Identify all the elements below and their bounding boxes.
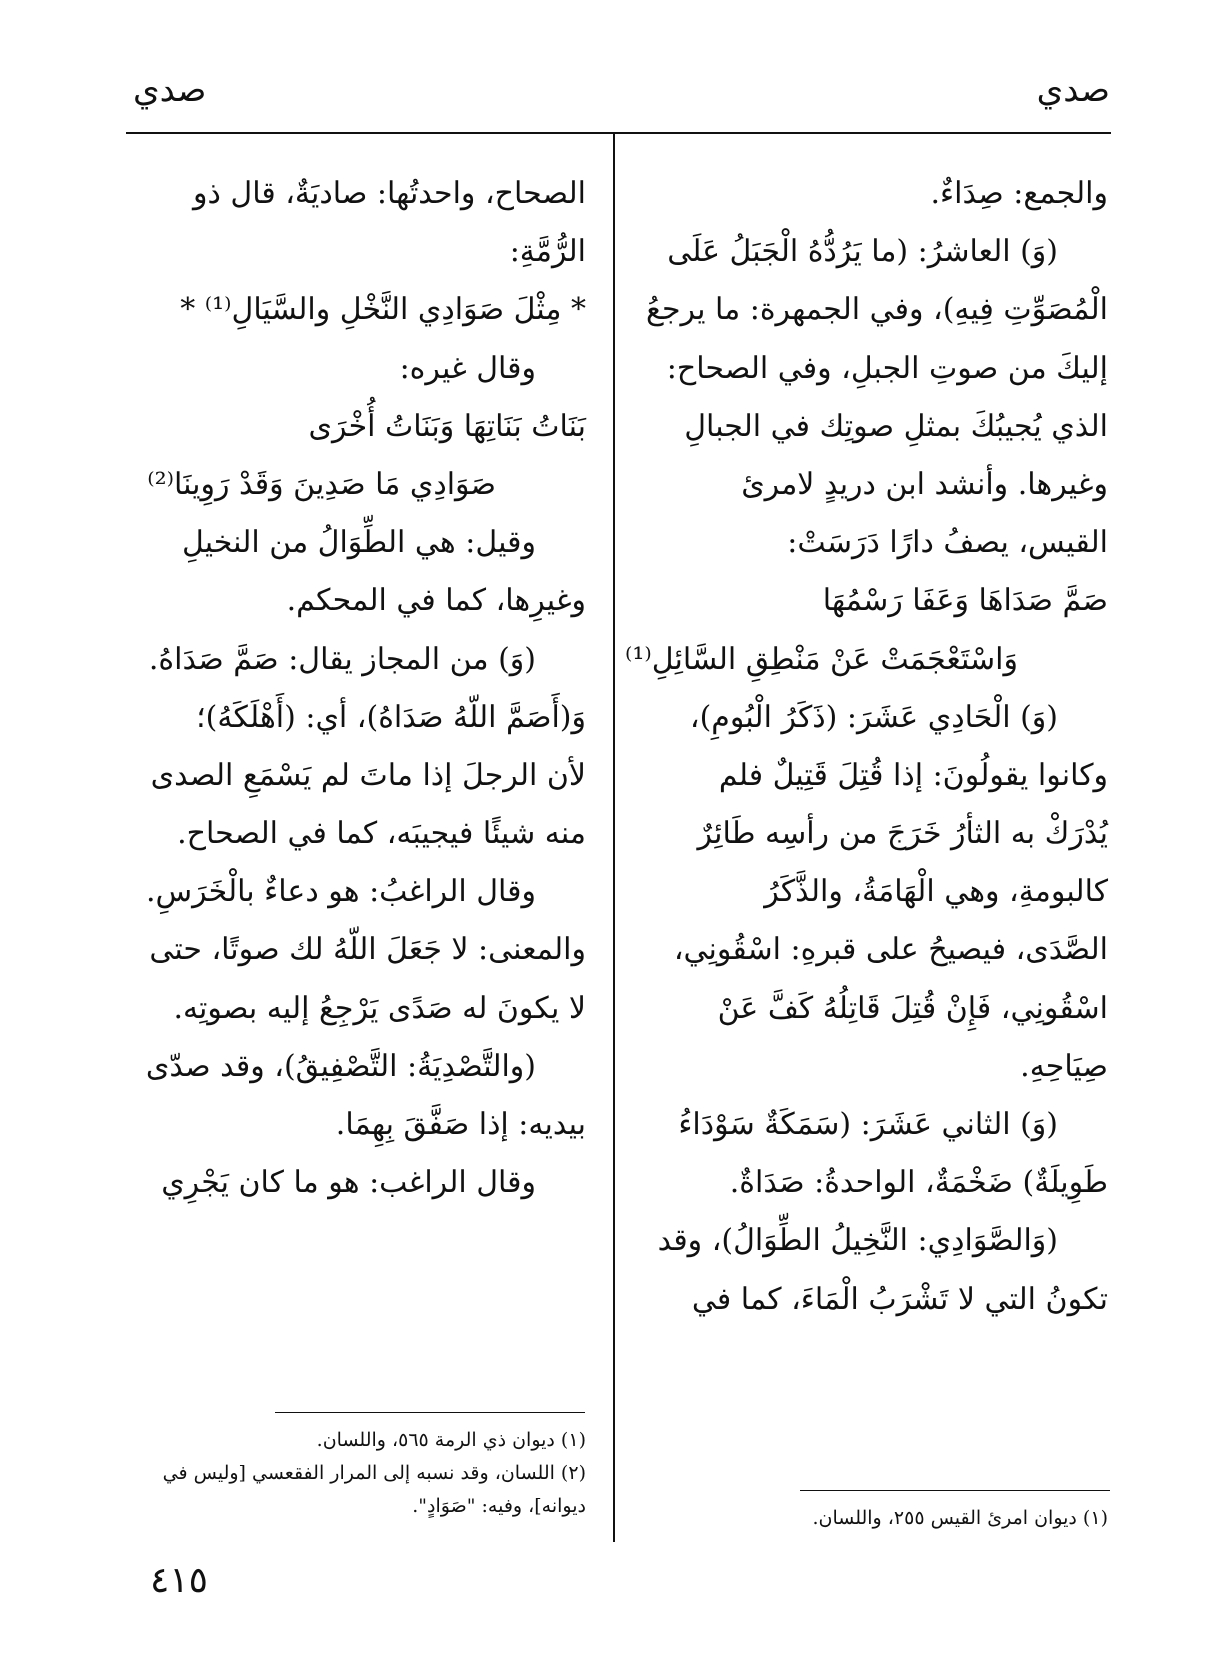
text-line: (وَالصَّوَادِي: النَّخِيلُ الطِّوَالُ)، وقد — [657, 1223, 1058, 1259]
text-line: الصَّدَى، فيصيحُ على قبرهِ: اسْقُونِي، — [673, 932, 1108, 968]
text-line: (وَ) العاشرُ: (ما يَرُدُّهُ الْجَبَلُ عَلَى — [667, 234, 1058, 270]
verse-line: صَمَّ صَدَاهَا وَعَفَا رَسْمُهَا — [822, 583, 1108, 619]
text-line: وقال الراغب: هو ما كان يَجْرِي — [161, 1165, 536, 1201]
footnote: (١) ديوان امرئ القيس ٢٥٥، واللسان. — [812, 1507, 1108, 1529]
text-line: والجمع: صِدَاءٌ. — [930, 176, 1108, 211]
running-header-left: صدي — [133, 70, 207, 110]
footnote: (٢) اللسان، وقد نسبه إلى المرار الفقعسي [وليس في — [162, 1462, 586, 1484]
text-line: كالبومةِ، وهي الْهَامَةُ، والذَّكَرُ — [764, 874, 1108, 910]
text-line: (وَ) الثاني عَشَرَ: (سَمَكَةٌ سَوْدَاءُ — [678, 1107, 1058, 1142]
text-line: وكانوا يقولُونَ: إذا قُتِلَ قَتِيلٌ فلم — [718, 757, 1108, 793]
footnote-rule-left — [275, 1412, 585, 1413]
footnote: ديوانه]، وفيه: "صَوَادٍ". — [412, 1495, 586, 1517]
text-line: وَ(أَصَمَّ اللّهُ صَدَاهُ)، أي: (أَهْلَكَهُ)؛ — [196, 699, 586, 735]
footnote: (١) ديوان ذي الرمة ٥٦٥، واللسان. — [316, 1429, 586, 1451]
column-divider — [613, 132, 615, 1542]
text-line: منه شيئًا فيجيبَه، كما في الصحاح. — [177, 816, 586, 852]
text-line: وغيرِها، كما في المحكم. — [286, 583, 586, 619]
text-line: يُدْرَكْ به الثأرُ خَرَجَ من رأسِه طَائِرٌ — [697, 816, 1108, 852]
right-column — [625, 165, 1108, 1329]
text-line: الْمُصَوِّتِ فِيهِ)، وفي الجمهرة: ما يرجعُ — [646, 292, 1108, 328]
text-line: القيس، يصفُ دارًا دَرَسَتْ: — [787, 525, 1108, 561]
text-line: الصحاح، واحدتُها: صاديَةٌ، قال ذو — [193, 176, 586, 211]
text-line: تكونُ التي لا تَشْرَبُ الْمَاءَ، كما في — [691, 1281, 1108, 1317]
verse-line: بَنَاتُ بَنَاتِهَا وَبَنَاتُ أُخْرَى — [308, 408, 586, 444]
text-line: وقيل: هي الطِّوَالُ من النخيلِ — [182, 525, 536, 561]
footnote-rule-right — [800, 1490, 1110, 1491]
text-line: والمعنى: لا جَعَلَ اللّهُ لك صوتًا، حتى — [149, 932, 586, 968]
text-line: الذي يُجيبُكَ بمثلِ صوتِك في الجبالِ — [684, 408, 1108, 444]
text-line: إليكَ من صوتِ الجبلِ، وفي الصحاح: — [666, 350, 1108, 386]
text-line: لأن الرجلَ إذا ماتَ لم يَسْمَعِ الصدى — [150, 757, 586, 793]
text-line: وقال الراغبُ: هو دعاءٌ بالْخَرَسِ. — [145, 874, 536, 910]
verse-line: وَاسْتَعْجَمَتْ عَنْ مَنْطِقِ السَّائِلِ⁽¹⁾ — [625, 641, 1018, 677]
text-line: لا يكونَ له صَدًى يَرْجِعُ إليه بصوتِه. — [173, 990, 586, 1026]
running-header-right: صدي — [1036, 70, 1110, 110]
text-line: صِيَاحِهِ. — [1020, 1048, 1108, 1084]
footnotes-left — [128, 1424, 586, 1523]
header-rule — [126, 132, 1111, 134]
text-line: (وَ) من المجاز يقال: صَمَّ صَدَاهُ. — [148, 641, 536, 677]
text-line: وغيرها. وأنشد ابن دريدٍ لامرئ — [741, 466, 1108, 502]
verse-line: صَوَادِي مَا صَدِينَ وَقَدْ رَوِينَا⁽²⁾ — [147, 466, 496, 502]
text-line: اسْقُونِي، فَإِنْ قُتِلَ قَاتِلُهُ كَفَّ عَنْ — [717, 990, 1108, 1026]
left-column — [128, 165, 586, 1212]
text-line: (وَ) الْحَادِي عَشَرَ: (ذَكَرُ الْبُومِ)، — [689, 699, 1058, 735]
text-line: (والتَّصْدِيَةُ: التَّصْفِيقُ)، وقد صدّى — [145, 1048, 536, 1084]
page-number: ٤١٥ — [150, 1560, 209, 1601]
footnotes-right — [650, 1502, 1108, 1535]
verse-line: * مِثْلَ صَوَادِي النَّخْلِ والسَّيَالِ⁽¹⁾ * — [180, 292, 586, 328]
text-line: وقال غيره: — [399, 350, 536, 386]
text-line: طَوِيلَةٌ) ضَخْمَةٌ، الواحدةُ: صَدَاةٌ. — [729, 1165, 1108, 1201]
text-line: الرُّمَّةِ: — [509, 234, 586, 270]
text-line: بيديه: إذا صَفَّقَ بِهِمَا. — [335, 1107, 586, 1142]
